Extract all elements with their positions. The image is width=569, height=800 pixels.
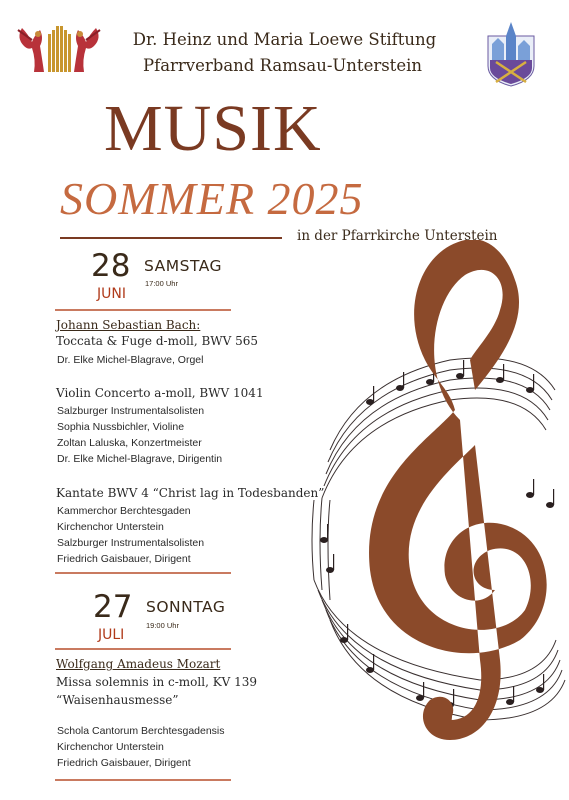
concert1-weekday: SAMSTAG bbox=[144, 257, 223, 275]
concert2-rule bbox=[55, 648, 231, 650]
concert1-end-rule bbox=[55, 572, 231, 574]
concert1-work3-performer1: Kammerchor Berchtesgaden bbox=[57, 505, 191, 517]
concert1-work2-performer1: Salzburger Instrumentalsolisten bbox=[57, 405, 205, 417]
concert2-weekday: SONNTAG bbox=[146, 598, 226, 616]
concert2-work1-subtitle: “Waisenhausmesse” bbox=[56, 693, 179, 707]
concert1-work3-performer2: Kirchenchor Unterstein bbox=[57, 521, 164, 533]
concert1-composer: Johann Sebastian Bach: bbox=[56, 318, 201, 332]
concert1-work3-performer4: Friedrich Gaisbauer, Dirigent bbox=[57, 553, 191, 565]
concert1-work2-title: Violin Concerto a-moll, BWV 1041 bbox=[56, 386, 264, 400]
concert1-month: JUNI bbox=[97, 286, 126, 302]
concert1-work2-performer3: Zoltan Laluska, Konzertmeister bbox=[57, 437, 202, 449]
concert1-work2-performer4: Dr. Elke Michel-Blagrave, Dirigentin bbox=[57, 453, 223, 465]
concert1-work1-performer: Dr. Elke Michel-Blagrave, Orgel bbox=[57, 354, 204, 366]
concert2-work1-performer3: Friedrich Gaisbauer, Dirigent bbox=[57, 757, 191, 769]
treble-clef-icon bbox=[300, 240, 569, 800]
concert1-rule bbox=[55, 309, 231, 311]
concert2-work1-performer2: Kirchenchor Unterstein bbox=[57, 741, 164, 753]
concert1-work3-performer3: Salzburger Instrumentalsolisten bbox=[57, 537, 205, 549]
concert2-work1-performer1: Schola Cantorum Berchtesgadensis bbox=[57, 725, 225, 737]
concert2-composer: Wolfgang Amadeus Mozart bbox=[56, 657, 221, 671]
concert2-time: 19:00 Uhr bbox=[146, 621, 179, 630]
concert1-work1-title: Toccata & Fuge d-moll, BWV 565 bbox=[56, 334, 259, 348]
concert1-time: 17:00 Uhr bbox=[145, 279, 178, 288]
concert1-day: 28 bbox=[91, 248, 131, 284]
concert2-work1-title: Missa solemnis in c-moll, KV 139 bbox=[56, 675, 258, 689]
concert1-work3-title: Kantate BWV 4 “Christ lag in Todesbanden” bbox=[56, 486, 325, 500]
title-underline bbox=[60, 237, 282, 239]
org-name-line1: Dr. Heinz und Maria Loewe Stiftung bbox=[132, 30, 437, 49]
title-sommer: SOMMER 2025 bbox=[60, 173, 364, 224]
org-name-line2: Pfarrverband Ramsau-Unterstein bbox=[142, 56, 422, 75]
church-crest-logo-icon bbox=[484, 16, 538, 90]
title-musik: MUSIK bbox=[104, 92, 322, 165]
concert2-month: JULI bbox=[98, 627, 125, 643]
concert2-end-rule bbox=[55, 779, 231, 781]
concert2-day: 27 bbox=[93, 589, 133, 625]
concert1-work2-performer2: Sophia Nussbichler, Violine bbox=[57, 421, 185, 433]
venue-text: in der Pfarrkirche Unterstein bbox=[297, 228, 498, 244]
